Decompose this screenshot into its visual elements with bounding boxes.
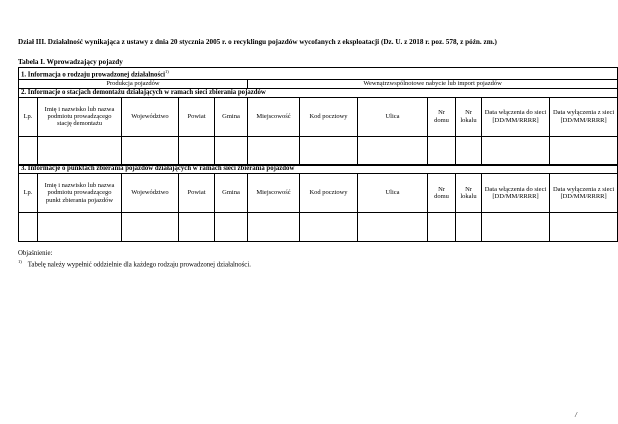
col-date-in: Data włączenia do sieci [DD/MM/RRRR]: [482, 174, 550, 213]
section1-title: 1. Informacja o rodzaju prowadzonej działalności: [21, 71, 165, 79]
col-street: Ulica: [358, 97, 428, 136]
col-lp: Lp.: [19, 174, 38, 213]
input-cell[interactable]: [456, 213, 482, 242]
section3-title: 3. Informacje o punktach zbierania pojazdów działających w ramach sieci zbierania pojazdów: [19, 165, 618, 174]
section3-input-row: [19, 213, 618, 242]
input-cell[interactable]: [428, 136, 456, 165]
col-lp: Lp.: [19, 97, 38, 136]
footnote-mark: 1): [165, 69, 169, 74]
col-voivodeship: Województwo: [122, 97, 179, 136]
section1-title-cell: [19, 68, 618, 80]
col-locality: Miejscowość: [248, 174, 300, 213]
col-unit-no: Nr lokalu: [456, 97, 482, 136]
col-unit-no: Nr lokalu: [456, 174, 482, 213]
input-cell[interactable]: [122, 136, 179, 165]
input-cell[interactable]: [38, 213, 122, 242]
col-commune: Gmina: [215, 97, 248, 136]
input-cell[interactable]: [19, 136, 38, 165]
input-cell[interactable]: [300, 213, 358, 242]
input-cell[interactable]: [248, 136, 300, 165]
col-date-in: Data włączenia do sieci [DD/MM/RRRR]: [482, 97, 550, 136]
col-county: Powiat: [179, 97, 215, 136]
section-heading: Dział III. Działalność wynikająca z ustawy z dnia 20 stycznia 2005 r. o recyklingu pojazdów wycofanych z eksploatacji (Dz. U. z 2018 r. poz. 578, z późn. zm.): [18, 38, 497, 46]
col-house-no: Nr domu: [428, 174, 456, 213]
input-cell[interactable]: [300, 136, 358, 165]
col-date-out: Data wyłączenia z sieci [DD/MM/RRRR]: [550, 97, 618, 136]
col-postal-code: Kod pocztowy: [300, 174, 358, 213]
input-cell[interactable]: [248, 213, 300, 242]
input-cell[interactable]: [179, 136, 215, 165]
col-postal-code: Kod pocztowy: [300, 97, 358, 136]
table-section-3: [18, 164, 618, 242]
table-sections-1-2: [18, 67, 618, 166]
input-cell[interactable]: [122, 213, 179, 242]
input-cell[interactable]: [179, 213, 215, 242]
col-house-no: Nr domu: [428, 97, 456, 136]
input-cell[interactable]: [215, 213, 248, 242]
section3-header-row: [19, 174, 618, 213]
input-cell[interactable]: [19, 213, 38, 242]
col-locality: Miejscowość: [248, 97, 300, 136]
input-cell[interactable]: [456, 136, 482, 165]
option-import: Wewnątrzwspólnotowe nabycie lub import pojazdów: [248, 79, 618, 88]
section2-title: 2. Informacje o stacjach demontażu działających w ramach sieci zbierania pojazdów: [19, 88, 618, 97]
col-street: Ulica: [358, 174, 428, 213]
section2-input-row: [19, 136, 618, 165]
input-cell[interactable]: [358, 213, 428, 242]
note-mark: 1): [18, 259, 22, 264]
section2-header-row: [19, 97, 618, 136]
input-cell[interactable]: [482, 136, 550, 165]
col-commune: Gmina: [215, 174, 248, 213]
input-cell[interactable]: [358, 136, 428, 165]
input-cell[interactable]: [215, 136, 248, 165]
col-date-out: Data wyłączenia z sieci [DD/MM/RRRR]: [550, 174, 618, 213]
notes-title: Objaśnienie:: [18, 250, 53, 257]
page-number: /: [575, 411, 577, 419]
input-cell[interactable]: [550, 136, 618, 165]
col-entity-name: Imię i nazwisko lub nazwa podmiotu prowadzącego punkt zbierania pojazdów: [38, 174, 122, 213]
input-cell[interactable]: [428, 213, 456, 242]
col-entity-name: Imię i nazwisko lub nazwa podmiotu prowadzącego stację demontażu: [38, 97, 122, 136]
input-cell[interactable]: [550, 213, 618, 242]
input-cell[interactable]: [482, 213, 550, 242]
table-title: Tabela I. Wprowadzający pojazdy: [18, 58, 123, 66]
input-cell[interactable]: [38, 136, 122, 165]
note-item: [18, 259, 251, 268]
note-text: Tabelę należy wypełnić oddzielnie dla każdego rodzaju prowadzonej działalności.: [27, 261, 251, 269]
col-voivodeship: Województwo: [122, 174, 179, 213]
option-production: Produkcja pojazdów: [19, 79, 248, 88]
col-county: Powiat: [179, 174, 215, 213]
